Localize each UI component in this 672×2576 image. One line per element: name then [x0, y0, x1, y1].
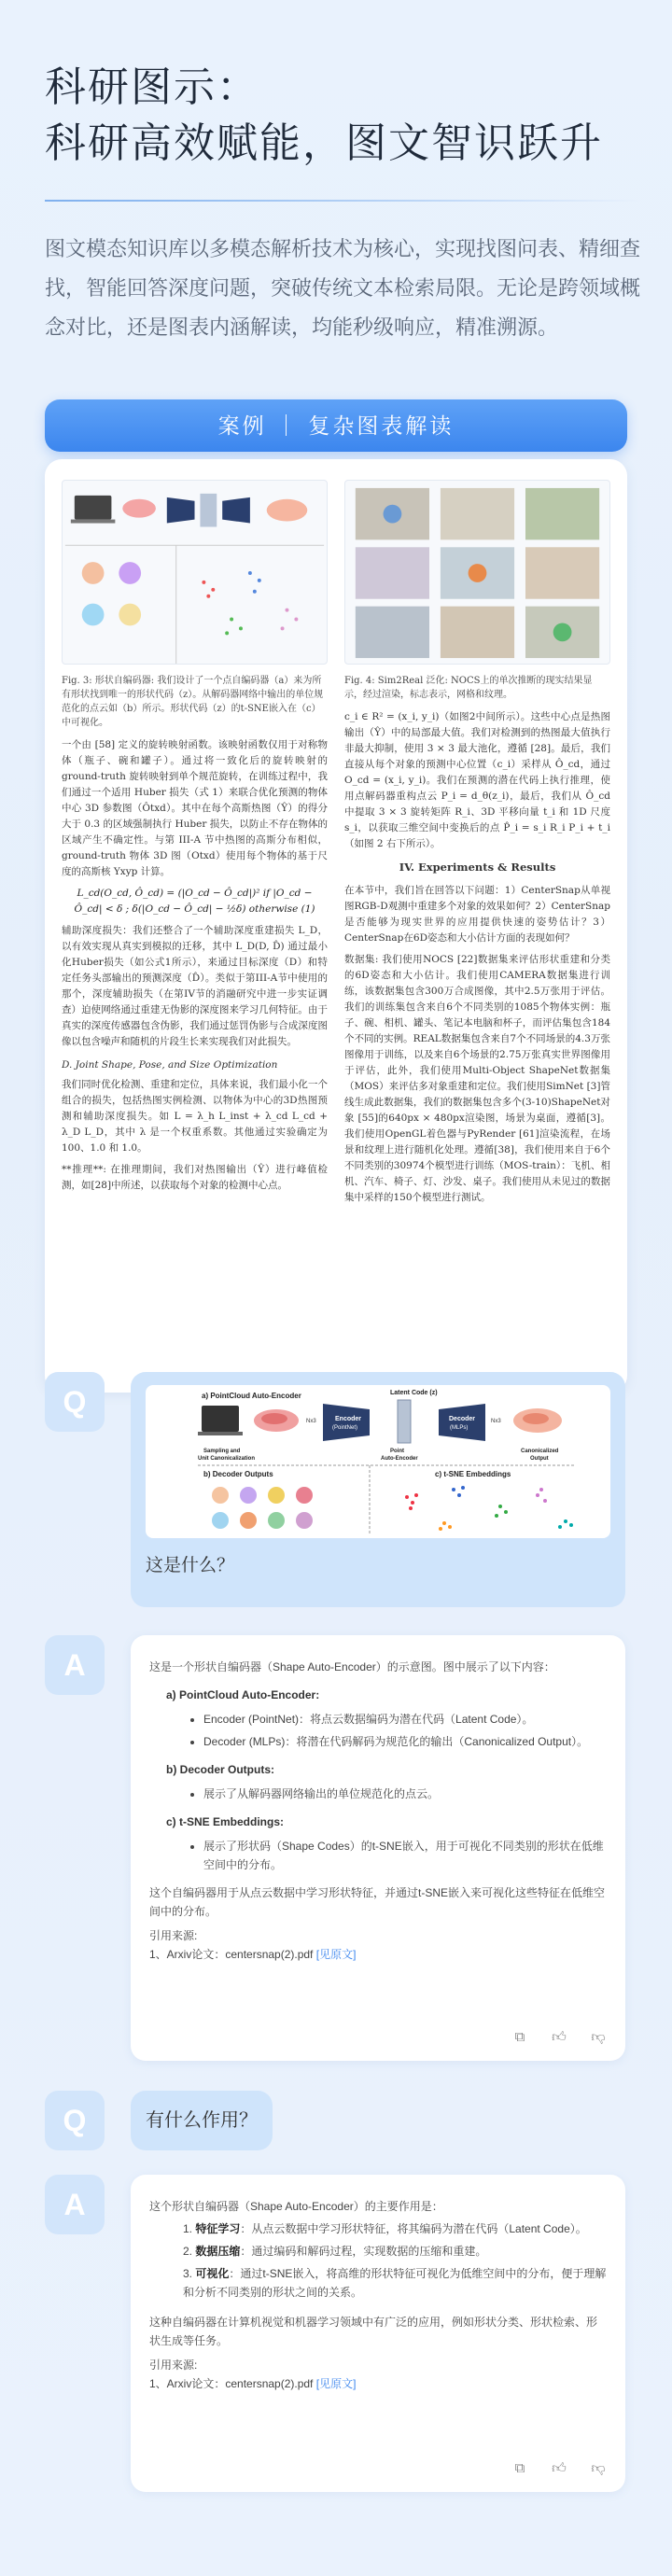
answer-card-1	[131, 1635, 625, 2061]
paper-left-paragraph-3: 我们同时优化检测、重建和定位，具体来说，我们最小化一个组合的损失，包括热图实例检测、以物体为中心的3D热图预测和辅助深度损失。如 L = λ_h L_inst + λ_cd L_cd + λ_D L_D，其中 λ 是一个权重系数。其他通过实验确定为 100、1.0 和 1.0。	[62, 1079, 328, 1154]
paper-figure-3	[62, 480, 328, 665]
answer-1-bullet-encoder: • Encoder (PointNet)：将点云数据编码为潜在代码（Latent Code）。	[203, 1710, 607, 1729]
answer-1-section-b: b) Decoder Outputs:	[166, 1763, 274, 1776]
copy-icon[interactable]: ⧉	[514, 2029, 525, 2045]
answer-1-section-a: a) PointCloud Auto-Encoder:	[166, 1688, 320, 1701]
diagram-nx3-left: Nx3	[306, 1419, 316, 1424]
paper-right-column	[344, 480, 610, 1372]
paper-figure-4	[344, 480, 610, 665]
thumbs-up-icon[interactable]: 👍︎	[552, 2460, 567, 2476]
answer-1-ref-link[interactable]: [见原文]	[315, 1948, 357, 1961]
answer-2-item-3-title: 可视化	[195, 2267, 230, 2280]
answer-2-item-2: 2. 数据压缩：通过编码和解码过程，实现数据的压缩和重建。	[183, 2245, 487, 2258]
question-bubble-2: 有什么作用？	[131, 2091, 273, 2150]
answer-2-actions	[511, 2460, 607, 2477]
question-bubble-1	[131, 1372, 625, 1607]
answer-2-item-3-body: ：通过t-SNE嵌入，将高维的形状特征可视化为低维空间中的分布，便于理解和分析不同类别的形状之间的关系。	[183, 2267, 607, 2299]
diagram-latent-label: Latent Code (z)	[390, 1390, 438, 1396]
paper-left-column	[62, 480, 328, 1372]
answer-1-bullet-b: • 展示了从解码器网络输出的单位规范化的点云。	[203, 1785, 607, 1803]
answer-2-ref-item: 1、Arxiv论文：centersnap(2).pdf	[149, 2377, 314, 2390]
hero-title-line2: 科研高效赋能，图文智识跃升	[45, 120, 603, 166]
hero-divider	[45, 200, 642, 202]
diagram-decoder-sub: (MLPs)	[450, 1425, 469, 1431]
diagram-title-c: c) t-SNE Embeddings	[435, 1470, 511, 1478]
answer-1-summary: 这个自编码器用于从点云数据中学习形状特征，并通过t-SNE嵌入来可视化这些特征在低维空间中的分布。	[149, 1886, 606, 1918]
answer-1-intro: 这是一个形状自编码器（Shape Auto-Encoder）的示意图。图中展示了以下内容：	[149, 1660, 555, 1673]
answer-2-item-2-title: 数据压缩	[195, 2245, 241, 2258]
paper-section-heading: IV. Experiments & Results	[399, 861, 556, 874]
shape-autoencoder-diagram	[146, 1385, 610, 1538]
hero-description: 图文模态知识库以多模态解析技术为核心，实现找图问表、精细查找，智能回答深度问题，突破传统文本检索局限。无论是跨领域概念对比，还是图表内涵解读，均能秒级响应，精准溯源。	[45, 237, 641, 339]
paper-figure-3-caption: Fig. 3: 形状自编码器: 我们设计了一个点自编码器（a）来为所有形状找到唯一的形状代码（z）。从解码器网络中输出的单位规范化的点云如（b）所示。形状代码（z）的t-SNE嵌入在（c）中可视化。	[62, 676, 324, 728]
diagram-title-a: a) PointCloud Auto-Encoder	[202, 1392, 301, 1400]
answer-2-summary: 这种自编码器在计算机视觉和机器学习领域中有广泛的应用，例如形状分类、形状检索、形状生成等任务。	[149, 2316, 598, 2347]
paper-preview-card	[45, 459, 627, 1393]
case-tab[interactable]: 案例 ｜ 复杂图表解读	[45, 399, 627, 452]
question-text-1: 这是什么？	[146, 1556, 235, 1575]
diagram-nx3-right: Nx3	[491, 1419, 501, 1424]
answer-2-item-1-title: 特征学习	[195, 2222, 241, 2235]
paper-right-paragraph-3: 数据集: 我们使用NOCS [22]数据集来评估形状重建和分类的6D姿态和大小估计。我们使用CAMERA数据集进行训练，该数据集包含300万合成图像，其中2.5万张用于评估。我们的训练集包含来自6个不同类别的1085个物体实例：瓶子、碗、相机、罐头、笔记本电脑和杯子，而评估集包含184个不同的实例。REAL数据集包含来自7个不同场景的4.3万张图像用于训练，以及来自6个场景的2.75万张真实世界图像用于评估，此外，我们使用Multi-Object ShapeNet数据集（MOS）来评估多对象重建和定位。我们使用SimNet [3]管线生成此数据集，我们的数据集包含多个(3-10)ShapeNet对象 [55]的640px × 480px渲染图，场景为桌面，遵循[3]。我们使用OpenGL着色器与PyRender [61]渲染流程，在场景和纹理上进行随机化处理。遵循[38]，我们使用来自于6个不同类别的30974个模型进行训练（MOS-train）：飞机、相机、汽车、椅子、灯、沙发、桌子。我们使用从未见过的数据集中采样的150个模型进行测试。	[344, 954, 610, 1203]
thumbs-up-icon[interactable]: 👍︎	[552, 2029, 567, 2045]
diagram-title-b: b) Decoder Outputs	[203, 1470, 273, 1478]
paper-figure-4-caption: Fig. 4: Sim2Real 泛化: NOCS上的单次推断的现实结果显示，经过渲染，标志表示，网格和纹理。	[344, 676, 593, 700]
diagram-label-unit: Unit Canonicalization	[198, 1456, 256, 1462]
paper-left-paragraph-4: **推理**: 在推理期间，我们对热图输出（Ŷ）进行峰值检测，如[28]中所述，以获取每个对象的检测中心点。	[62, 1164, 328, 1191]
thumbs-down-icon[interactable]: 👎︎	[591, 2460, 606, 2476]
copy-icon[interactable]: ⧉	[514, 2460, 525, 2476]
paper-figure-3-graphic	[63, 481, 327, 664]
paper-subheading: D. Joint Shape, Pose, and Size Optimization	[62, 1059, 278, 1071]
thumbs-down-icon[interactable]: 👎︎	[591, 2029, 606, 2045]
answer-badge-1: A	[45, 1635, 105, 1695]
paper-figure-4-graphic	[345, 481, 609, 664]
answer-1-section-c: c) t-SNE Embeddings:	[166, 1815, 285, 1828]
answer-2-ref-link[interactable]: [见原文]	[315, 2377, 357, 2390]
answer-1-bullet-decoder: • Decoder (MLPs)：将潜在代码解码为规范化的输出（Canonicalized Output）。	[203, 1732, 607, 1751]
question-badge-2: Q	[45, 2091, 105, 2150]
answer-2-item-1-body: ：从点云数据中学习形状特征，将其编码为潜在代码（Latent Code）。	[240, 2222, 587, 2235]
hero-title	[45, 60, 642, 172]
answer-1-bullet-c: • 展示了形状码（Shape Codes）的t-SNE嵌入，用于可视化不同类别的形状在低维空间中的分布。	[203, 1837, 607, 1874]
paper-left-paragraph-2: 辅助深度损失：我们还整合了一个辅助深度重建损失 L_D，以有效实现从真实到模拟的迁移，其中 L_D(D, D̂) 通过最小化Huber损失（如公式1所示），来通过目标深度（D）和特定任务头部输出的预测深度（D̂）。类似于第III-A节中使用的那个，深度辅助损失（在第IV节的消融研究中进一步实证调查）迫使网络通过重建无伪影的深度图来学习几何特征。由于真实的深度传感器包含伪影，我们通过惩罚伪影与合成深度图像以包含噪声和随机的片段生长来实现我们对此损失。	[62, 925, 328, 1047]
answer-1-ref-label: 引用来源:	[149, 1929, 198, 1942]
diagram-label-output: Output	[530, 1456, 549, 1462]
paper-left-paragraph-1: 一个由 [58] 定义的旋转映射函数。该映射函数仅用于对称物体（瓶子、碗和罐子）。通过将一致化后的旋转映射的 ground-truth 旋转映射到单个规范旋转，在训练过程中，我们通过一个适用 Huber 损失（式 1）来联合优化预测的物体中心 3D 参数图（Ôtxd）。其中在每个高斯热图（Ŷ）的得分大于 0.3 的区域强制执行 Huber 损失，以防止不存在物体的区域产生不确定性。与第 III-A 节中热图的高斯分布相似，ground-truth 物体 3D 图（Otxd）使用每个物体的基于尺度的高斯核 Yxyp 计算。	[62, 739, 328, 877]
hero-section	[45, 60, 642, 347]
hero-title-line1: 科研图示：	[45, 64, 259, 110]
diagram-encoder-label: Encoder	[335, 1416, 362, 1422]
diagram-label-ae: Auto-Encoder	[381, 1456, 418, 1462]
answer-2-item-3: 3. 可视化：通过t-SNE嵌入，将高维的形状特征可视化为低维空间中的分布，便于理解和分析不同类别的形状之间的关系。	[183, 2267, 607, 2299]
answer-1-actions	[511, 2029, 607, 2046]
answer-2-ref-row	[149, 2374, 607, 2393]
answer-2-intro: 这个形状自编码器（Shape Auto-Encoder）的主要作用是：	[149, 2200, 443, 2213]
question-badge-1: Q	[45, 1372, 105, 1432]
diagram-label-point: Point	[390, 1449, 404, 1454]
diagram-encoder-sub: (PointNet)	[332, 1425, 358, 1431]
answer-card-2	[131, 2175, 625, 2492]
diagram-label-sampling: Sampling and	[203, 1449, 241, 1454]
answer-2-ref-label: 引用来源:	[149, 2359, 198, 2372]
answer-badge-2: A	[45, 2175, 105, 2234]
answer-1-ref-row	[149, 1945, 607, 1964]
answer-2-item-1: 1. 特征学习：从点云数据中学习形状特征，将其编码为潜在代码（Latent Code）。	[183, 2222, 587, 2235]
paper-formula-1: L_cd(O_cd, Ô_cd) = (|O_cd − Ô_cd|)² if |O_cd − Ô_cd| < δ ; δ(|O_cd − Ô_cd| − ½δ) otherwise (1)	[74, 888, 315, 915]
paper-right-paragraph-1: c_i ∈ R² = (x_i, y_i)（如图2中间所示）。这些中心点是热图输出（Ŷ）中的局部最大值。我们对检测到的热图最大值执行非最大抑制，使用 3 × 3 最大池化，遵循 [28]。最后，我们直接从每个对象的预测中心位置（c_i）采样从 Ô_cd，通过 O_cd = (x_i, y_i)。我们在预测的潜在代码上执行推理，使用点解码器重构点云 P_i = d_θ(z_i)，最后，我们从 Ô_cd 中提取 3 × 3 旋转矩阵 R_i、3D 平移向量 t_i 和 1D 尺度 s_i，以获取三维空间中变换后的点 P̂_i = s_i R_i P_i + t_i（如图 2 右下所示）。	[344, 711, 610, 849]
paper-right-paragraph-2: 在本节中，我们旨在回答以下问题：1）CenterSnap从单视图RGB-D观测中重建多个对象的效果如何？2）CenterSnap是否能够为现实世界的应用提供快速的姿势估计？3）CenterSnap在6D姿态和大小估计方面的表现如何？	[344, 885, 610, 944]
answer-1-ref-item: 1、Arxiv论文：centersnap(2).pdf	[149, 1948, 314, 1961]
diagram-label-canon: Canonicalized	[521, 1449, 559, 1454]
answer-2-item-2-body: ：通过编码和解码过程，实现数据的压缩和重建。	[240, 2245, 487, 2258]
question-figure[interactable]	[146, 1385, 610, 1538]
diagram-decoder-label: Decoder	[449, 1416, 476, 1422]
